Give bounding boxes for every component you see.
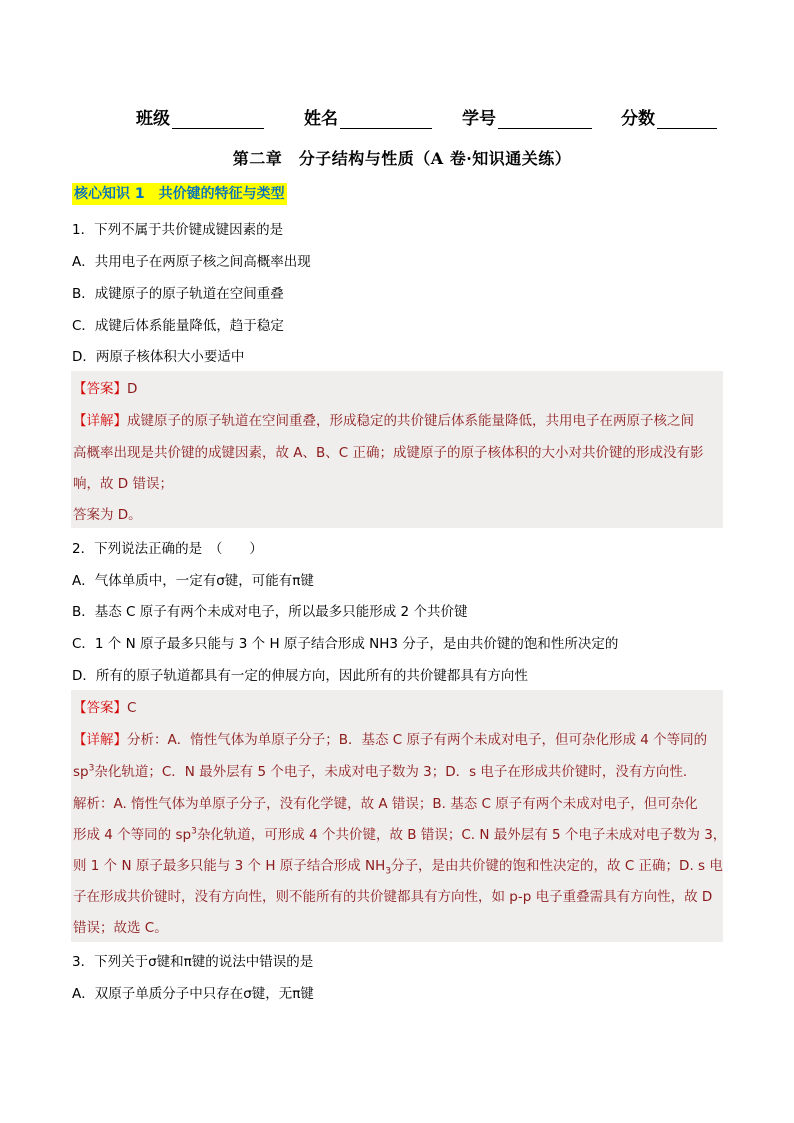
student-info-row xyxy=(0,104,794,134)
name-field[interactable] xyxy=(304,104,432,129)
q2-detail-sub-5: 3 xyxy=(385,866,392,877)
q2-answer-box xyxy=(71,690,727,942)
q2-detail-line-3: 解析：A. 惰性气体为单原子分子，没有化学键，故 A 错误；B. 基态 C 原子有两个未成对电子，但可杂化 xyxy=(73,796,698,812)
q1-answer-value: D xyxy=(127,381,138,397)
q2-detail-line-1 xyxy=(73,728,707,748)
name-label: 姓名 xyxy=(304,109,338,129)
q2-detail-line-2 xyxy=(73,760,696,780)
student-id-blank xyxy=(498,108,592,129)
chapter-title: 第二章 分子结构与性质（A 卷·知识通关练） xyxy=(232,149,572,168)
q1-option-b: B．成键原子的原子轨道在空间重叠 xyxy=(72,286,284,302)
q2-option-d: D．所有的原子轨道都具有一定的伸展方向，因此所有的共价键都具有方向性 xyxy=(72,668,528,684)
q2-detail-text-5b: 分子，是由共价键的饱和性决定的，故 C 正确；D. s 电 xyxy=(391,858,723,874)
q2-detail-line-7: 错误；故选 C。 xyxy=(73,920,168,936)
q3-stem: 3．下列关于σ键和π键的说法中错误的是 xyxy=(72,954,314,970)
score-blank xyxy=(657,108,717,129)
q2-detail-text-1: 分析：A．惰性气体为单原子分子；B．基态 C 原子有两个未成对电子，但可杂化形成 4 个等同的 xyxy=(127,732,708,748)
score-field[interactable] xyxy=(621,104,717,129)
class-field[interactable] xyxy=(136,104,264,129)
q2-detail-text-5a: 则 1 个 N 原子最多只能与 3 个 H 原子结合形成 NH xyxy=(73,858,386,874)
q1-option-c: C．成键后体系能量降低，趋于稳定 xyxy=(72,318,284,334)
q2-answer-tag: 【答案】 xyxy=(73,700,127,716)
q2-detail-line-4 xyxy=(73,823,726,843)
q2-detail-text-2b: 杂化轨道；C．N 最外层有 5 个电子，未成对电子数为 3；D．s 电子在形成共价键时，没有方向性． xyxy=(94,764,697,780)
q2-stem: 2．下列说法正确的是 （ ） xyxy=(72,541,263,557)
q2-option-a: A．气体单质中，一定有σ键，可能有π键 xyxy=(72,573,314,589)
q2-answer-line xyxy=(73,696,136,716)
q2-detail-text-4b: 杂化轨道，可形成 4 个共价键，故 B 错误；C. N 最外层有 5 个电子未成对电子数为 3， xyxy=(196,827,727,843)
q2-detail-line-6: 子在形成共价键时，没有方向性，则不能所有的共价键都具有方向性，如 p-p 电子重叠需具有方向性，故 D xyxy=(73,889,713,905)
student-id-field[interactable] xyxy=(462,104,592,129)
q1-answer-line xyxy=(73,377,137,397)
score-label: 分数 xyxy=(621,109,655,129)
class-label: 班级 xyxy=(136,109,170,129)
q2-detail-sup-2: 3 xyxy=(88,763,95,774)
student-id-label: 学号 xyxy=(462,109,496,129)
q1-detail-tag: 【详解】 xyxy=(73,413,127,429)
q1-option-a: A．共用电子在两原子核之间高概率出现 xyxy=(72,254,311,270)
q2-option-b: B．基态 C 原子有两个未成对电子，所以最多只能形成 2 个共价键 xyxy=(72,604,468,620)
q2-detail-line-5 xyxy=(73,854,723,877)
q2-detail-text-4a: 形成 4 个等同的 sp xyxy=(73,827,192,843)
q1-stem: 1．下列不属于共价键成键因素的是 xyxy=(72,222,284,238)
q1-answer-tag: 【答案】 xyxy=(73,381,127,397)
section-heading: 核心知识 1 共价键的特征与类型 xyxy=(72,183,287,205)
name-blank xyxy=(340,108,432,129)
q2-detail-sup-4: 3 xyxy=(191,826,197,837)
q1-answer-box xyxy=(71,371,723,528)
class-blank xyxy=(172,108,264,129)
q1-detail-line-2: 高概率出现是共价键的成键因素，故 A、B、C 正确；成键原子的原子核体积的大小对共价键的形成没有影 xyxy=(73,445,704,461)
q2-answer-value: C xyxy=(127,700,137,716)
q2-detail-text-2a: sp xyxy=(73,764,89,780)
q2-option-c: C．1 个 N 原子最多只能与 3 个 H 原子结合形成 NH3 分子，是由共价键的饱和性所决定的 xyxy=(72,636,619,652)
q2-detail-tag: 【详解】 xyxy=(73,732,127,748)
q3-option-a: A．双原子单质分子中只存在σ键，无π键 xyxy=(72,986,314,1002)
q1-detail-line-1 xyxy=(73,409,694,429)
q1-detail-line-4: 答案为 D。 xyxy=(73,507,142,523)
q1-option-d: D．两原子核体积大小要适中 xyxy=(72,349,245,365)
q1-detail-line-3: 响，故 D 错误； xyxy=(73,476,173,492)
q1-detail-text-1: 成键原子的原子轨道在空间重叠，形成稳定的共价键后体系能量降低，共用电子在两原子核之间 xyxy=(127,413,694,429)
